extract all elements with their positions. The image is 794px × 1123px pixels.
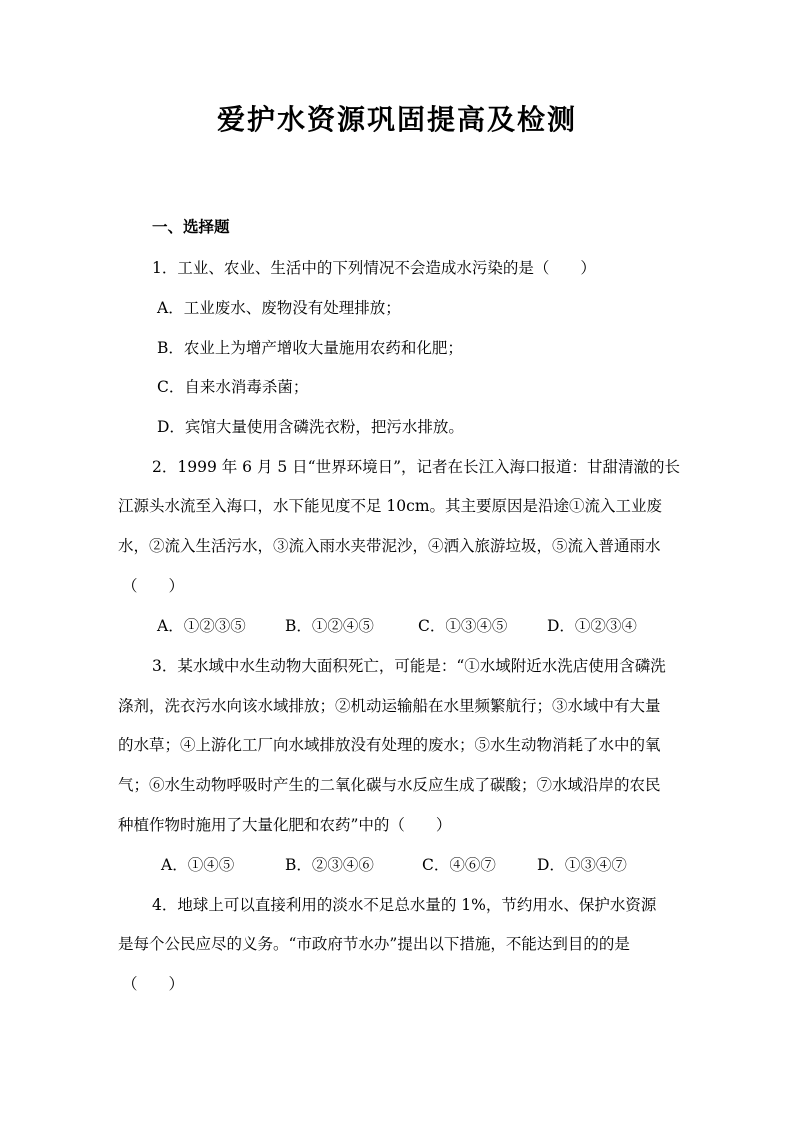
- question-4-text-line-2: 是每个公民应尽的义务。“市政府节水办”提出以下措施，不能达到目的的是: [118, 935, 630, 953]
- question-1-option-a: A．工业废水、废物没有处理排放；: [157, 299, 401, 317]
- question-3-option-a: A．①④⑤: [161, 856, 235, 874]
- question-3-text-line-1: 3．某水域中水生动物大面积死亡，可能是：“①水域附近水洗店使用含磷洗: [152, 657, 666, 675]
- question-2-text-line-1: 2．1999 年 6 月 5 日“世界环境日”，记者在长江入海口报道：甘甜清澈的长: [152, 458, 681, 476]
- question-3-option-b: B．②③④⑥: [285, 856, 374, 874]
- question-2-option-b: B．①②④⑤: [285, 617, 374, 635]
- question-2-option-d: D．①②③④: [547, 617, 637, 635]
- question-2-option-a: A．①②③⑤: [157, 617, 246, 635]
- question-3-option-d: D．①③④⑦: [537, 856, 627, 874]
- question-3-text-line-4: 气；⑥水生动物呼吸时产生的二氧化碳与水反应生成了碳酸；⑦水域沿岸的农民: [118, 776, 661, 794]
- question-3-text-line-5: 种植作物时施用了大量化肥和农药”中的（ ）: [118, 816, 452, 834]
- question-1-text: 1．工业、农业、生活中的下列情况不会造成水污染的是（ ）: [152, 259, 596, 277]
- question-1-option-d: D．宾馆大量使用含磷洗衣粉，把污水排放。: [157, 418, 464, 436]
- document-title: 爱护水资源巩固提高及检测: [216, 103, 577, 136]
- question-2-text-line-4: （ ）: [122, 577, 185, 595]
- question-2-text-line-3: 水，②流入生活污水，③流入雨水夹带泥沙，④洒入旅游垃圾，⑤流入普通雨水: [118, 537, 661, 555]
- question-2-text-line-2: 江源头水流至入海口，水下能见度不足 10cm。其主要原因是沿途①流入工业废: [118, 497, 663, 515]
- question-3-text-line-2: 涤剂，洗衣污水向该水域排放；②机动运输船在水里频繁航行；③水域中有大量: [118, 697, 661, 715]
- question-1-option-b: B．农业上为增产增收大量施用农药和化肥；: [157, 339, 463, 357]
- question-4-text-line-3: （ ）: [122, 975, 185, 993]
- question-1-option-c: C．自来水消毒杀菌；: [157, 378, 309, 396]
- question-3-option-c: C．④⑥⑦: [422, 856, 496, 874]
- question-4-text-line-1: 4．地球上可以直接利用的淡水不足总水量的 1%，节约用水、保护水资源: [152, 896, 657, 914]
- question-2-option-c: C．①③④⑤: [418, 617, 508, 635]
- section-heading: 一、选择题: [152, 217, 230, 236]
- question-3-text-line-3: 的水草；④上游化工厂向水域排放没有处理的废水；⑤水生动物消耗了水中的氧: [118, 736, 661, 754]
